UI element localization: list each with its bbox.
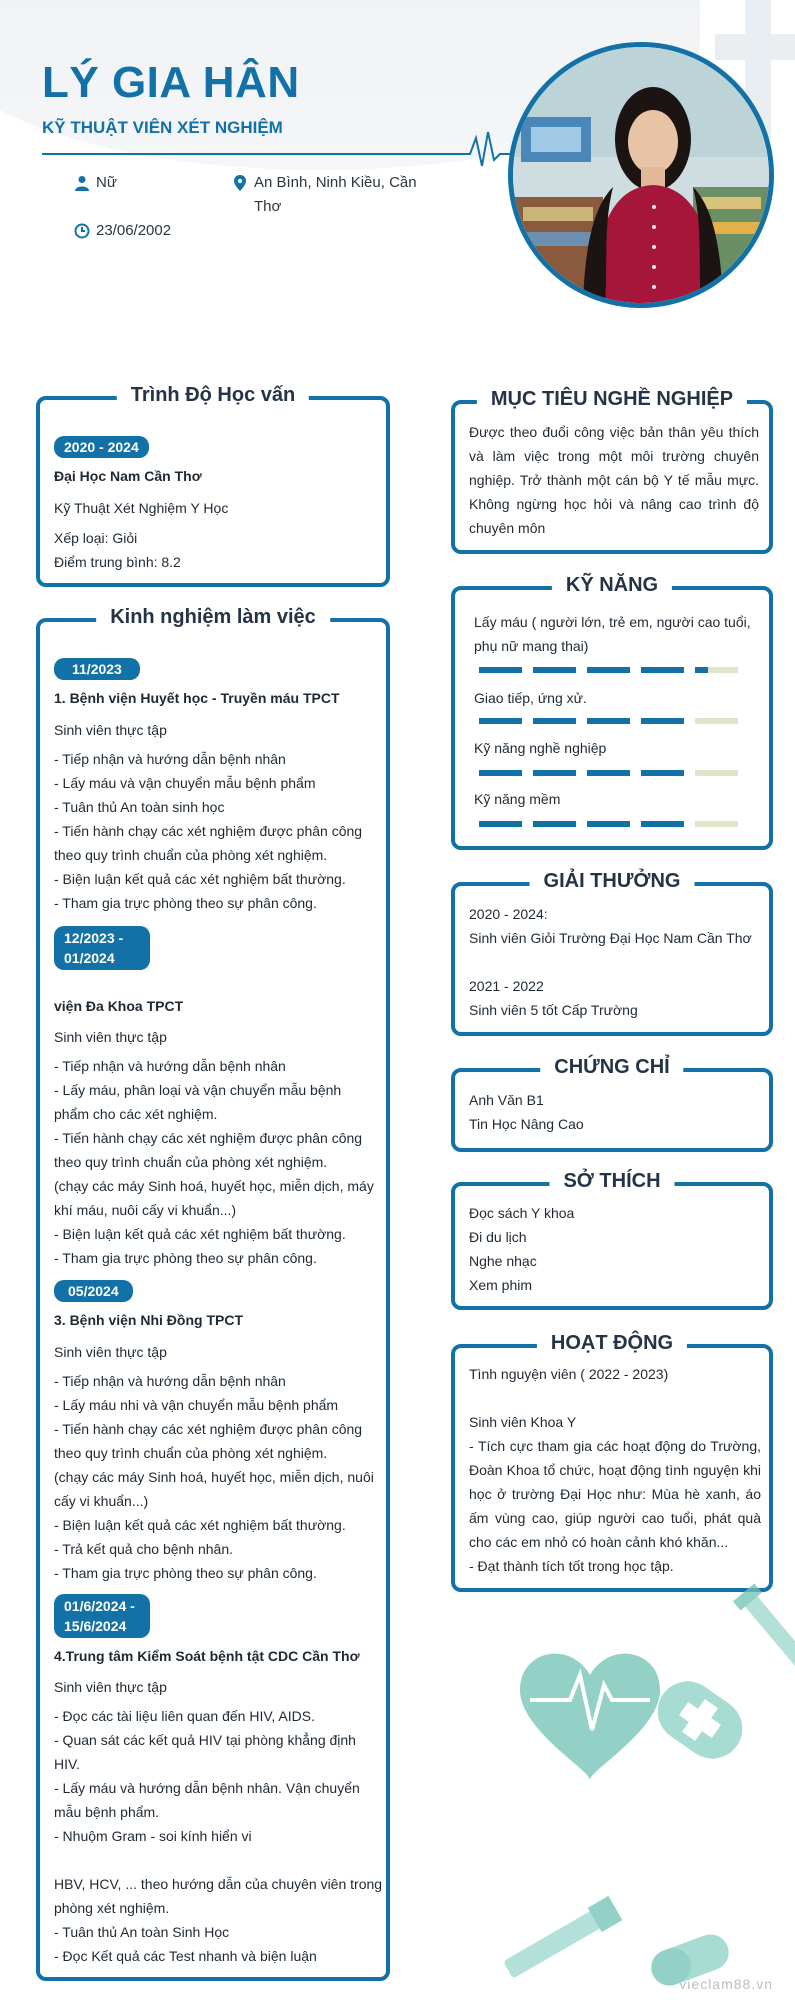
education-gpa: Điểm trung bình: 8.2 xyxy=(54,554,181,570)
award-line: Sinh viên 5 tốt Cấp Trường xyxy=(469,1002,638,1018)
job-line: - Tiến hành chạy các xét nghiệm được phân công xyxy=(54,1130,363,1146)
job-place: 1. Bệnh viện Huyết học - Truyền máu TPCT xyxy=(54,690,340,706)
skill-name: Kỹ năng mềm xyxy=(474,791,561,807)
certificate-line: Tin Học Nâng Cao xyxy=(469,1116,584,1132)
candidate-role: KỸ THUẬT VIÊN XÉT NGHIỆM xyxy=(42,118,283,137)
job-description xyxy=(54,747,384,915)
objective-title: MỤC TIÊU NGHỀ NGHIỆP xyxy=(477,388,747,411)
skill-bar-fill xyxy=(479,770,522,776)
job-date-start: 12/2023 - xyxy=(64,930,124,946)
medical-decoration-icon xyxy=(500,1580,795,2000)
skill-bar-segment xyxy=(695,821,738,827)
skill-bar-fill xyxy=(479,821,522,827)
skill-name xyxy=(474,610,764,658)
portrait-illustration xyxy=(513,47,769,303)
job-line: HBV, HCV, ... theo hướng dẫn của chuyên viên trong xyxy=(54,1876,383,1892)
profile-photo xyxy=(513,47,769,303)
clock-icon xyxy=(74,223,90,239)
job-line: (chạy các máy Sinh hoá, huyết học, miễn dịch, nuôi xyxy=(54,1469,374,1485)
award-line xyxy=(469,950,759,974)
job-line: - Tiếp nhận và hướng dẫn bệnh nhân xyxy=(54,751,286,767)
award-line: 2021 - 2022 xyxy=(469,978,544,994)
education-rank: Xếp loại: Giỏi xyxy=(54,530,138,546)
job-line: - Đọc các tài liệu liên quan đến HIV, AIDS. xyxy=(54,1708,315,1724)
activity-line: ấm vùng cao, giúp người cao tuổi, phát quà xyxy=(469,1510,761,1526)
hobby-line: Xem phim xyxy=(469,1277,533,1293)
skill-bar-fill xyxy=(587,718,630,724)
skills-title: KỸ NĂNG xyxy=(552,574,672,597)
gender-value: Nữ xyxy=(96,174,117,191)
job-date-badge xyxy=(54,1594,150,1638)
job-place: 3. Bệnh viện Nhi Đồng TPCT xyxy=(54,1312,244,1328)
education-title: Trình Độ Học vấn xyxy=(117,384,309,407)
activities-title: HOẠT ĐỘNG xyxy=(537,1332,687,1355)
job-line: - Tham gia trực phòng theo sự phân công. xyxy=(54,895,317,911)
job-line: - Nhuộm Gram - soi kính hiển vi xyxy=(54,1828,252,1844)
skill-bar-fill xyxy=(641,667,684,673)
profile-photo-frame xyxy=(508,42,774,308)
activity-line xyxy=(469,1386,761,1410)
objective-line: Không ngừng học hỏi và nâng cao trình độ xyxy=(469,496,759,512)
job-description xyxy=(54,1704,384,1968)
activity-line: cho các em nhỏ có hoàn cảnh khó khăn... xyxy=(469,1534,729,1550)
job-date-end: 01/2024 xyxy=(64,950,115,966)
skill-name: Giao tiếp, ứng xử. xyxy=(474,690,587,706)
job-line: mẫu bệnh phẩm. xyxy=(54,1804,160,1820)
job-line: - Tiến hành chạy các xét nghiệm được phân công xyxy=(54,823,363,839)
skill-bar-fill xyxy=(533,770,576,776)
job-line: - Lấy máu và hướng dẫn bệnh nhân. Vận chuyển xyxy=(54,1780,360,1796)
hobbies-text xyxy=(469,1201,574,1297)
education-period-badge: 2020 - 2024 xyxy=(54,436,149,458)
objective-line: và làm việc trong một môi trường chuyên xyxy=(469,448,759,464)
certificates-title: CHỨNG CHỈ xyxy=(540,1056,683,1079)
skill-name-line: phụ nữ mang thai) xyxy=(474,638,589,654)
job-line: - Tiếp nhận và hướng dẫn bệnh nhân xyxy=(54,1058,286,1074)
objective-line: chuyên môn xyxy=(469,520,546,536)
job-line: - Lấy máu, phân loại và vận chuyển mẫu bệnh xyxy=(54,1082,342,1098)
hobby-line: Đi du lịch xyxy=(469,1229,527,1245)
heartbeat-line-icon xyxy=(42,130,522,170)
skill-bar-fill xyxy=(533,821,576,827)
skill-bar-fill xyxy=(641,821,684,827)
job-line: - Lấy máu nhi và vận chuyển mẫu bệnh phẩm xyxy=(54,1397,339,1413)
address-info xyxy=(254,171,424,219)
activity-line: - Đạt thành tích tốt trong học tập. xyxy=(469,1558,674,1574)
skill-bar-fill xyxy=(479,667,522,673)
skill-bar-fill xyxy=(641,770,684,776)
job-line: phòng xét nghiệm. xyxy=(54,1900,170,1916)
objective-line: nghiệp. Trở thành một cán bộ Y tế mẫu mực. xyxy=(469,472,759,488)
objective-line: Được theo đuổi công việc bản thân yêu thích xyxy=(469,424,759,440)
skill-bar-fill xyxy=(641,718,684,724)
job-line: - Biện luận kết quả các xét nghiệm bất thường. xyxy=(54,1226,346,1242)
job-line: - Tiến hành chạy các xét nghiệm được phân công xyxy=(54,1421,363,1437)
job-line: (chạy các máy Sinh hoá, huyết học, miễn dịch, máy xyxy=(54,1178,374,1194)
skill-name-line: Lấy máu ( người lớn, trẻ em, người cao tuổi, xyxy=(474,614,751,630)
gender-info xyxy=(96,171,117,195)
job-line: - Đọc Kết quả các Test nhanh và biện luận xyxy=(54,1948,317,1964)
job-line: - Biện luận kết quả các xét nghiệm bất thường. xyxy=(54,1517,346,1533)
skill-bar-fill xyxy=(695,667,708,673)
education-school: Đại Học Nam Cần Thơ xyxy=(54,468,202,484)
skill-bar-segment xyxy=(695,718,738,724)
watermark: vieclam88.vn xyxy=(679,1976,773,1992)
objective-text xyxy=(469,420,759,540)
skill-bar-segment xyxy=(695,770,738,776)
birthday-info xyxy=(96,219,171,243)
address-value: An Bình, Ninh Kiều, Cần Thơ xyxy=(254,174,417,215)
skill-bar-fill xyxy=(587,667,630,673)
experience-title: Kinh nghiệm làm việc xyxy=(96,606,330,629)
job-position: Sinh viên thực tập xyxy=(54,1344,167,1360)
education-major: Kỹ Thuật Xét Nghiệm Y Học xyxy=(54,500,229,516)
activity-line: Đoàn Khoa tổ chức, hoạt động tình nguyện khi xyxy=(469,1462,761,1478)
awards-text xyxy=(469,902,759,1022)
candidate-name: LÝ GIA HÂN xyxy=(42,58,300,107)
hobby-line: Đọc sách Y khoa xyxy=(469,1205,575,1221)
certificates-text xyxy=(469,1088,584,1136)
activity-line: học ở trường Đại Học như: Mùa hè xanh, áo xyxy=(469,1486,761,1502)
job-place: viện Đa Khoa TPCT xyxy=(54,998,184,1014)
skill-bar-fill xyxy=(479,718,522,724)
job-position: Sinh viên thực tập xyxy=(54,722,167,738)
job-description xyxy=(54,1369,384,1585)
job-date-badge: 11/2023 xyxy=(54,658,140,680)
job-position: Sinh viên thực tập xyxy=(54,1029,167,1045)
job-description xyxy=(54,1054,384,1270)
job-line: - Trả kết quả cho bệnh nhân. xyxy=(54,1541,234,1557)
job-line xyxy=(54,1848,384,1872)
job-line: - Tham gia trực phòng theo sự phân công. xyxy=(54,1565,317,1581)
skill-name: Kỹ năng nghề nghiệp xyxy=(474,740,607,756)
awards-title: GIẢI THƯỞNG xyxy=(530,870,695,893)
job-line: - Tuân thủ An toàn sinh học xyxy=(54,799,225,815)
skill-bar-fill xyxy=(533,667,576,673)
job-line: phẩm cho các xét nghiệm. xyxy=(54,1106,218,1122)
job-line: - Tuân thủ An toàn Sinh Học xyxy=(54,1924,230,1940)
location-pin-icon xyxy=(232,175,248,191)
activities-text xyxy=(469,1362,761,1578)
job-position: Sinh viên thực tập xyxy=(54,1679,167,1695)
activity-line: Sinh viên Khoa Y xyxy=(469,1414,577,1430)
job-line: - Quan sát các kết quả HIV tại phòng khẳng định xyxy=(54,1732,356,1748)
user-icon xyxy=(74,175,90,191)
job-line: theo quy trình chuẩn của phòng xét nghiệm. xyxy=(54,1154,328,1170)
job-line: - Tiếp nhận và hướng dẫn bệnh nhân xyxy=(54,1373,286,1389)
hobbies-title: SỞ THÍCH xyxy=(549,1170,674,1193)
job-line: khí máu, nuôi cấy vi khuẩn...) xyxy=(54,1202,237,1218)
certificate-line: Anh Văn B1 xyxy=(469,1092,544,1108)
activity-line: - Tích cực tham gia các hoạt động do Trường, xyxy=(469,1438,761,1454)
job-line: theo quy trình chuẩn của phòng xét nghiệm. xyxy=(54,847,328,863)
skill-bar-fill xyxy=(533,718,576,724)
skill-bar-fill xyxy=(587,821,630,827)
job-date-start: 01/6/2024 - xyxy=(64,1598,135,1614)
award-line: Sinh viên Giỏi Trường Đại Học Nam Cần Thơ xyxy=(469,930,752,946)
job-line: HIV. xyxy=(54,1756,80,1772)
job-place: 4.Trung tâm Kiểm Soát bệnh tật CDC Cần Thơ xyxy=(54,1648,360,1664)
skill-bar-fill xyxy=(587,770,630,776)
birthday-value: 23/06/2002 xyxy=(96,222,172,239)
job-line: cấy vi khuẩn...) xyxy=(54,1493,149,1509)
activity-line: Tình nguyện viên ( 2022 - 2023) xyxy=(469,1366,669,1382)
job-line: - Biện luận kết quả các xét nghiệm bất thường. xyxy=(54,871,346,887)
job-date-badge: 05/2024 xyxy=(54,1280,133,1302)
job-date-end: 15/6/2024 xyxy=(64,1618,127,1634)
job-line: - Lấy máu và vận chuyển mẫu bệnh phẩm xyxy=(54,775,316,791)
job-line: - Tham gia trực phòng theo sự phân công. xyxy=(54,1250,317,1266)
job-line: theo quy trình chuẩn của phòng xét nghiệm. xyxy=(54,1445,328,1461)
hobby-line: Nghe nhạc xyxy=(469,1253,537,1269)
award-line: 2020 - 2024: xyxy=(469,906,548,922)
job-date-badge xyxy=(54,926,150,970)
